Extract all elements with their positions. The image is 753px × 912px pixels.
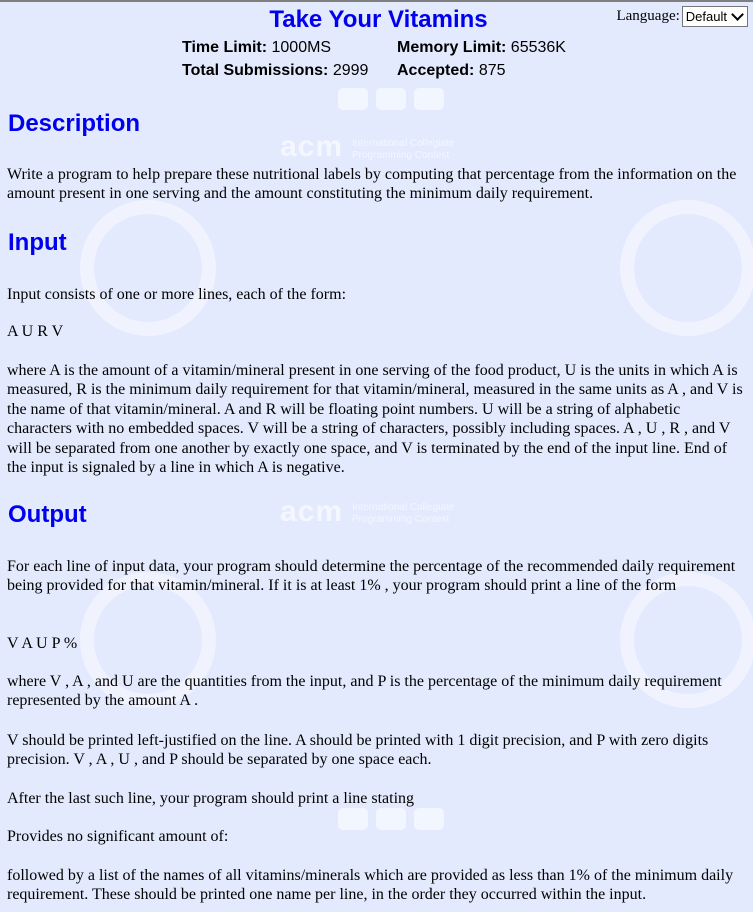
accepted-count: Accepted: 875 <box>397 62 506 79</box>
output-paragraph: Provides no significant amount of: <box>7 828 229 845</box>
university-seal-left <box>80 200 216 336</box>
output-paragraph: After the last such line, your program should print a line stating <box>7 790 415 807</box>
time-limit: Time Limit: 1000MS <box>182 39 332 56</box>
language-label: Language: <box>616 8 680 24</box>
university-seal-right <box>620 200 753 336</box>
total-submissions: Total Submissions: 2999 <box>182 62 369 79</box>
output-paragraph: followed by a list of the names of all vitamins/minerals which are provided as less than 1% of the minimum daily requirement. These should be printed one name per line, in the order they occurred within the input. <box>7 867 734 904</box>
language-selected-value: Default <box>685 9 727 24</box>
output-heading: Output <box>8 501 87 528</box>
description-text: Write a program to help prepare these nutritional labels by computing that percentage from the information on the amount present in one serving and the amount constituting the minimum daily requirement. <box>7 166 737 203</box>
output-paragraph: V should be printed left-justified on the line. A should be printed with 1 digit precision, and P with zero digits precision. V , A , U , and P should be separated by one space each. <box>7 732 709 769</box>
input-paragraph: Input consists of one or more lines, each of the form: <box>7 286 347 303</box>
memory-limit: Memory Limit: 65536K <box>397 39 566 56</box>
output-paragraph: where V , A , and U are the quantities from the input, and P is the percentage of the minimum daily requirement represented by the amount A . <box>7 673 722 710</box>
input-paragraph: where A is the amount of a vitamin/mineral present in one serving of the food product, U is the units in which A is measured, R is the minimum daily requirement for that vitamin/mineral, measured in the same units as A , and V is the name of that vitamin/mineral. A and R will be floating point numbers. U will be a string of alphabetic characters with no embedded spaces. V will be a string of characters, possibly including spaces. A , U , R , and V will be separated from one another by exactly one space, and V is terminated by the end of the input line. End of the input is signaled by a line in which A is negative. <box>7 362 743 477</box>
input-heading: Input <box>8 229 67 256</box>
input-format-line: A U R V <box>7 323 64 340</box>
output-paragraph: For each line of input data, your program should determine the percentage of the recommended daily requirement being provided for that vitamin/mineral. If it is at least 1% , your program should print a line of the form <box>7 558 736 595</box>
page-title: Take Your Vitamins <box>269 6 488 33</box>
description-heading: Description <box>8 110 141 137</box>
acm-watermark-logo: acm <box>280 130 344 163</box>
output-format-line: V A U P % <box>7 635 78 652</box>
